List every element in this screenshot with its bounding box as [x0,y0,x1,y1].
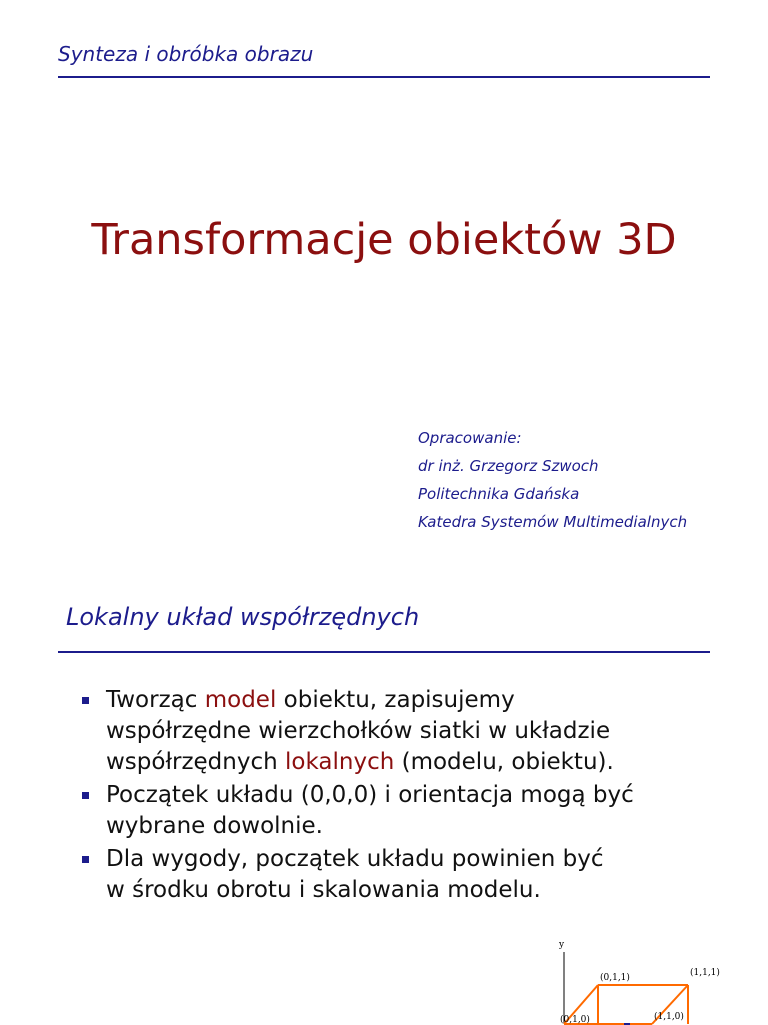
bullet-line [106,716,722,747]
vertex-label: (0,1,1) [600,973,630,983]
bullet-marker [82,697,89,704]
vertex-label: (0,1,0) [560,1015,590,1025]
axis-y-label: y [559,940,565,950]
author-block [418,424,687,536]
bullet-line [106,875,722,906]
bullet-list [82,685,722,908]
highlighted-term: lokalnych [285,749,395,775]
bullet-text: współrzędnych [106,749,286,775]
author-line: Katedra Systemów Multimedialnych [418,513,688,531]
highlighted-term: model [204,687,277,713]
cube-figure [540,940,730,1024]
slide-title: Lokalny układ współrzędnych [66,603,420,631]
lecture-title: Transformacje obiektów 3D [91,215,677,265]
course-title: Synteza i obróbka obrazu [58,42,314,66]
bullet-text: współrzędne wierzchołków siatki w układzie [106,718,611,744]
bullet-text: w środku obrotu i skalowania modelu. [106,877,541,903]
bullet-text: wybrane dowolnie. [106,813,323,839]
author-line: Politechnika Gdańska [418,485,580,503]
bullet-item [82,780,722,842]
bullet-item [82,844,722,906]
author-line: dr inż. Grzegorz Szwoch [418,457,599,475]
bullet-marker [82,792,89,799]
header-rule [58,651,710,653]
bullet-line [106,844,722,875]
bullet-line [106,685,722,716]
bullet-text: Dla wygody, początek układu powinien być [106,846,604,872]
bullet-marker [82,856,89,863]
content-slide [0,585,768,1024]
author-line: Opracowanie: [418,429,522,447]
bullet-line [106,780,722,811]
bullet-text: Tworząc [106,687,205,713]
bullet-item [82,685,722,778]
vertex-label: (1,1,1) [690,968,720,978]
bullet-text: (modelu, obiektu). [394,749,614,775]
bullet-text: Początek układu (0,0,0) i orientacja mogą być [106,782,634,808]
header-rule [58,76,710,78]
bullet-line [106,811,722,842]
vertex-label: (1,1,0) [654,1012,684,1022]
bullet-line [106,747,722,778]
bullet-text: obiektu, zapisujemy [276,687,515,713]
cube-diagram [540,940,730,1024]
